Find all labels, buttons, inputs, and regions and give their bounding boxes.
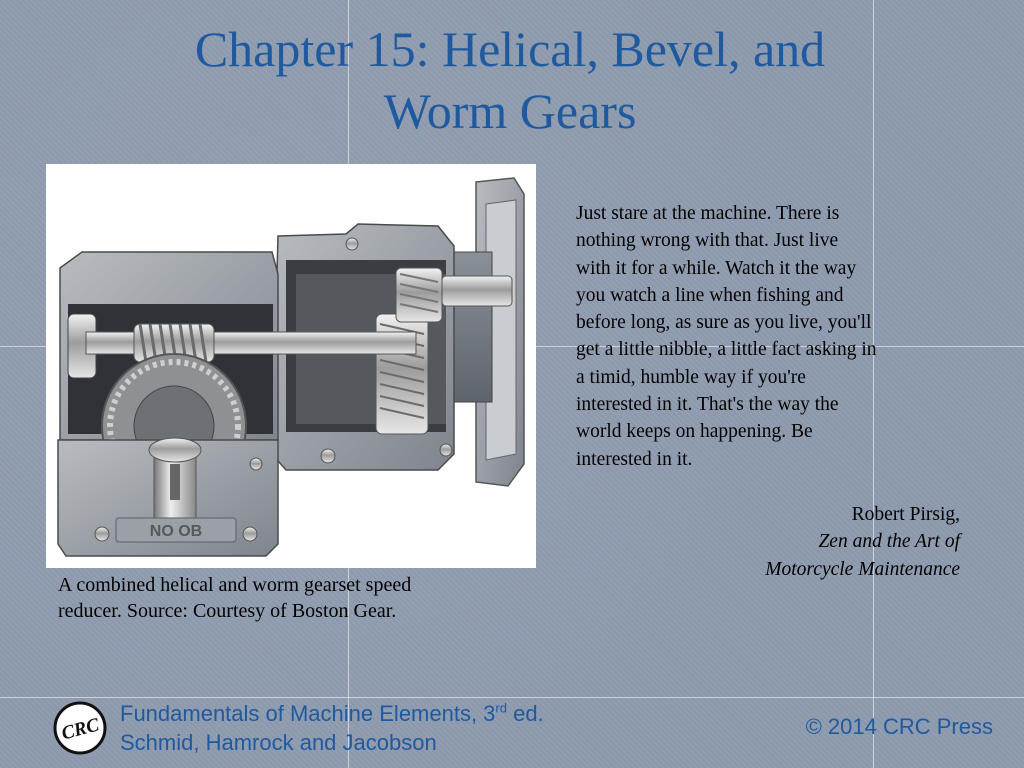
copyright-notice: © 2014 CRC Press: [805, 714, 993, 739]
edition-suffix: ed.: [506, 701, 544, 726]
book-title: Fundamentals of Machine Elements, 3: [120, 701, 496, 726]
quote-line: nothing wrong with that. Just live: [576, 230, 839, 252]
figure-caption: [58, 572, 528, 624]
quote-line: before long, as sure as you live, you'll: [576, 312, 872, 334]
pirsig-quote: [576, 200, 966, 473]
gear-reducer-illustration: [46, 164, 536, 568]
title-line-2: Worm Gears: [383, 83, 637, 139]
attribution-book-line-2: Motorcycle Maintenance: [765, 558, 960, 580]
attribution-book-line-1: Zen and the Art of: [818, 531, 960, 553]
quote-line: interested in it. That's the way the: [576, 394, 839, 416]
gear-reducer-photo: [46, 164, 536, 568]
quote-line: interested in it.: [576, 448, 693, 470]
book-reference: [120, 699, 544, 757]
quote-line: a timid, humble way if you're: [576, 366, 806, 388]
attribution-author: Robert Pirsig,: [851, 504, 960, 525]
caption-line-2: reducer. Source: Courtesy of Boston Gear.: [58, 600, 397, 622]
logo-text: CRC: [59, 714, 102, 745]
quote-line: with it for a while. Watch it the way: [576, 257, 857, 279]
quote-attribution: [600, 501, 960, 583]
caption-line-1: A combined helical and worm gearset speed: [58, 574, 412, 596]
crc-logo: [52, 700, 108, 756]
title-line-1: Chapter 15: Helical, Bevel, and: [194, 21, 826, 77]
quote-line: get a little nibble, a little fact asking in: [576, 339, 877, 361]
book-authors: Schmid, Hamrock and Jacobson: [120, 730, 437, 755]
footer-divider: [0, 697, 1024, 698]
nameplate-text: NO OB: [149, 523, 203, 540]
quote-line: you watch a line when fishing and: [576, 284, 844, 306]
edition-superscript: rd: [495, 700, 507, 716]
slide-title: [60, 18, 960, 142]
quote-line: world keeps on happening. Be: [576, 421, 813, 443]
quote-line: Just stare at the machine. There is: [576, 203, 840, 224]
